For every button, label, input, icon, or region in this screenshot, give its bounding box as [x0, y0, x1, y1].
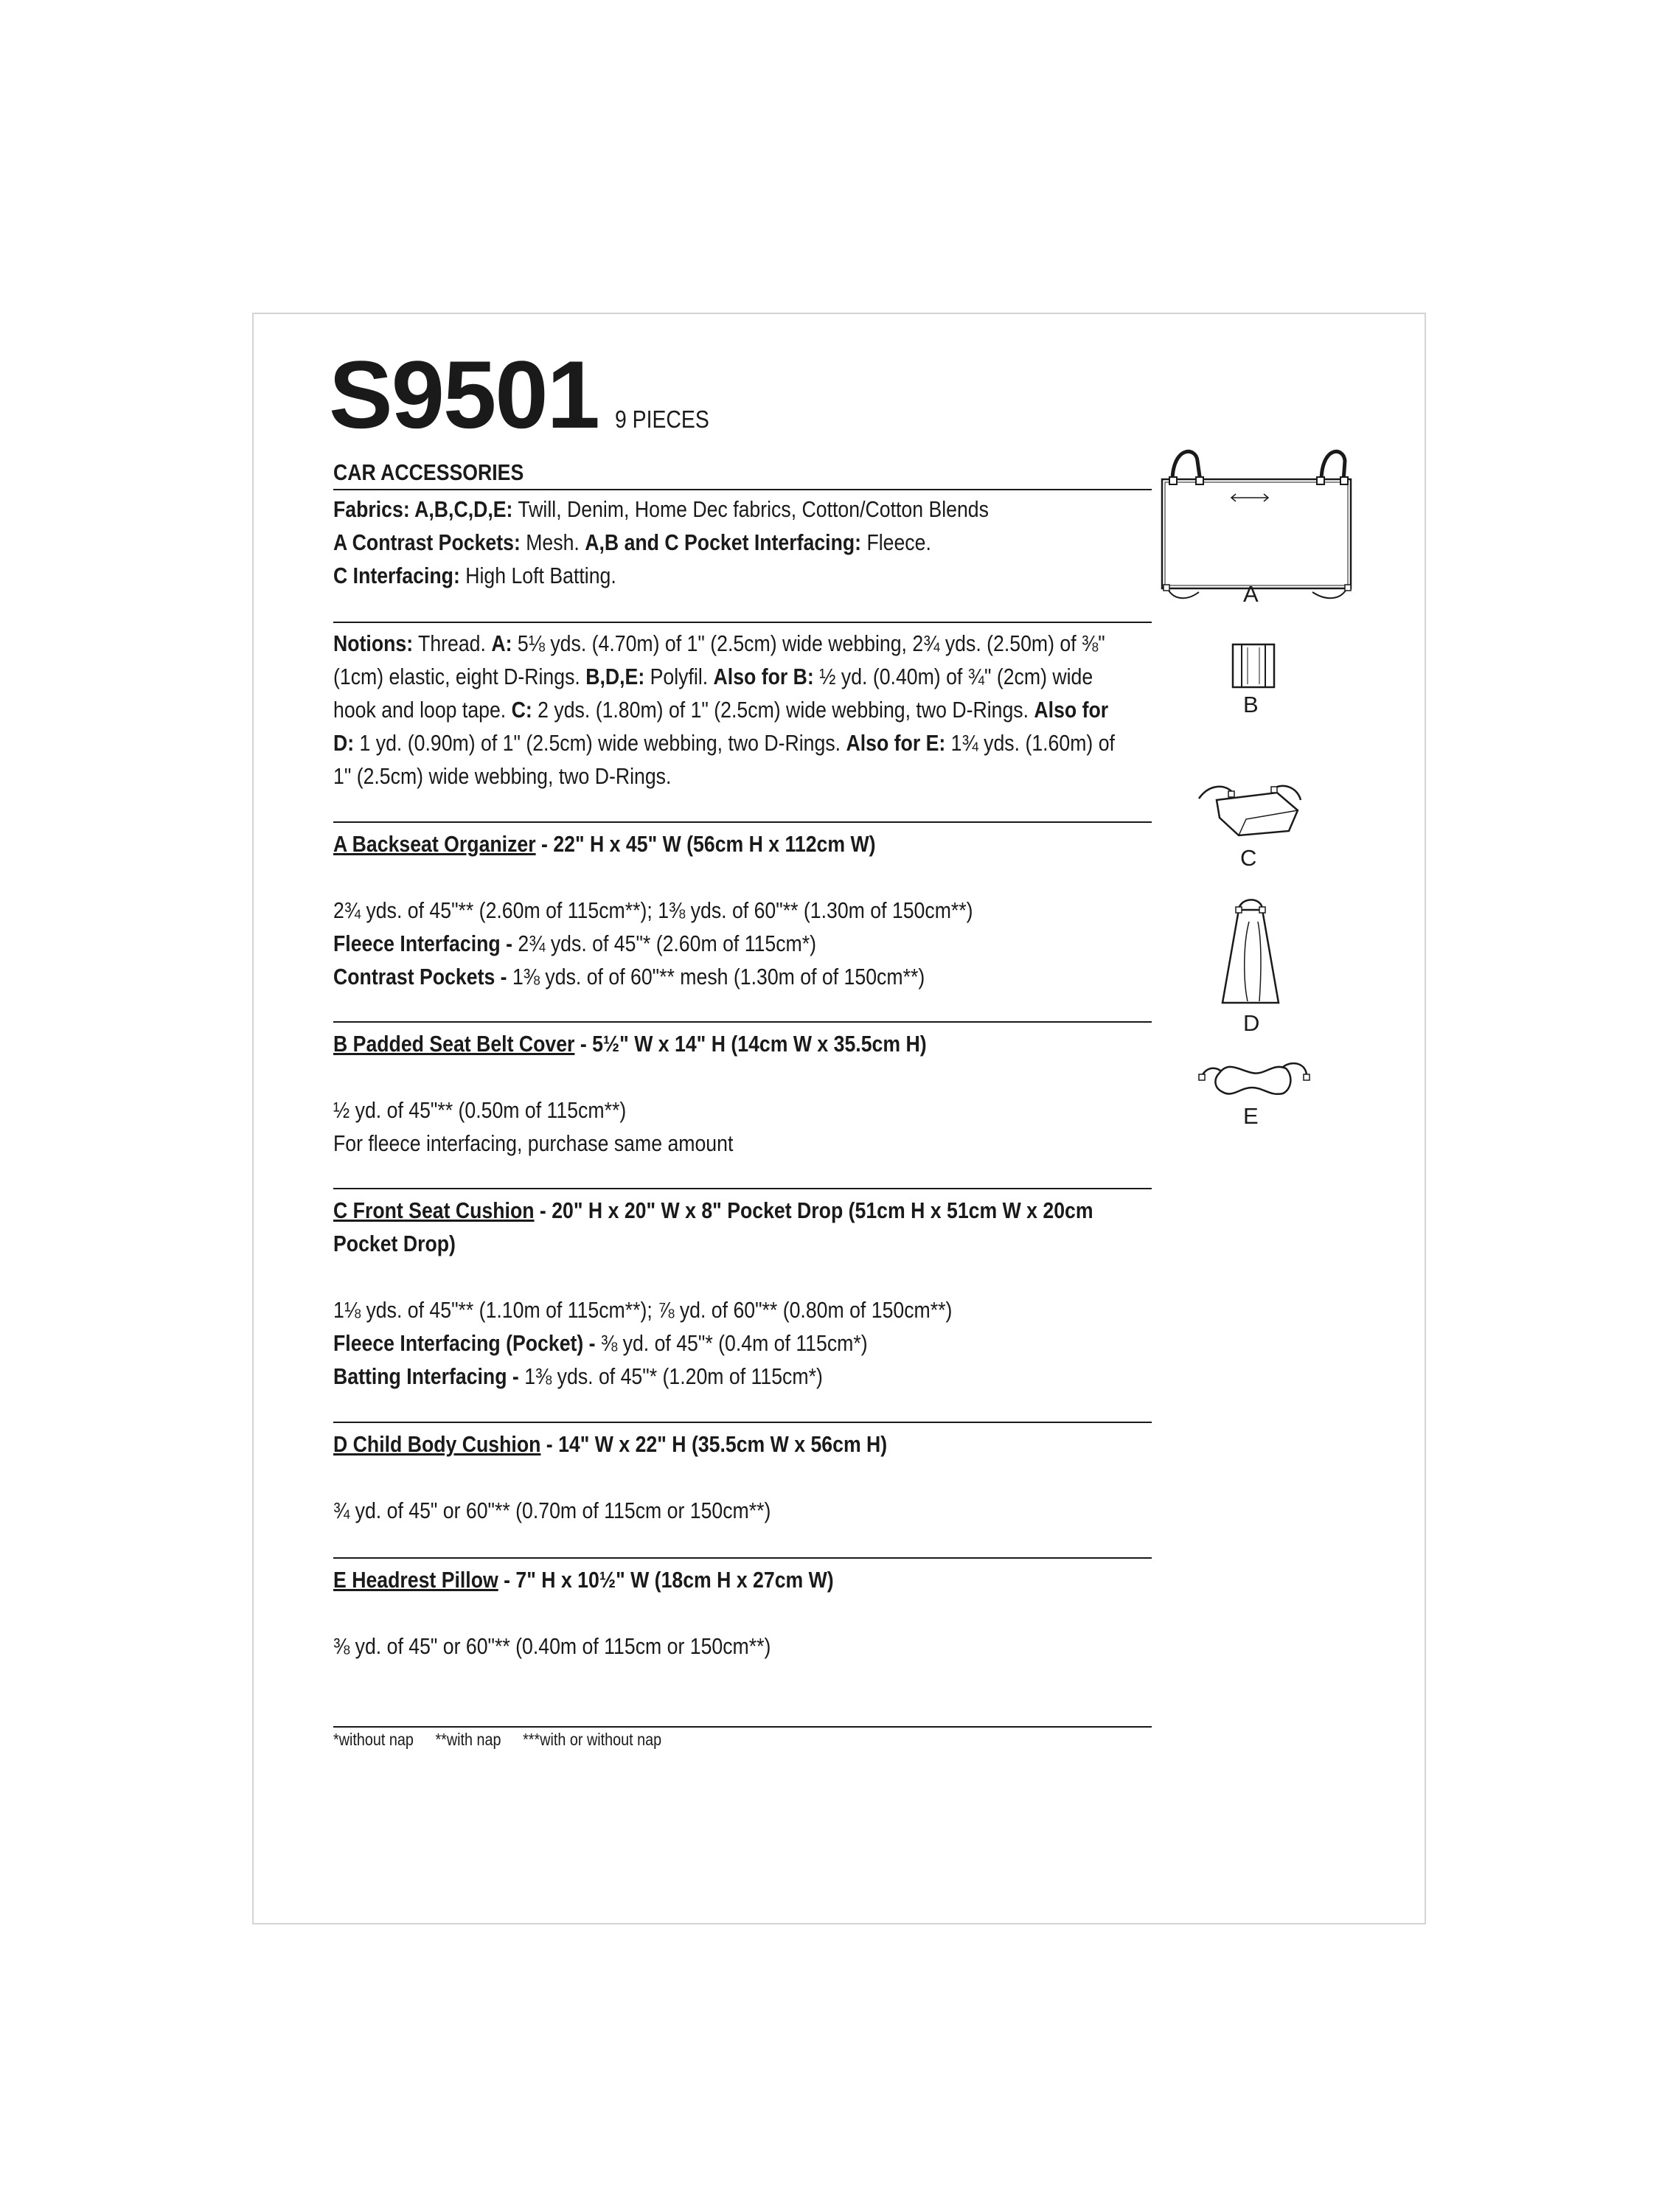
notions-text: 1" (2.5cm) wide webbing, two D-Rings. [333, 763, 672, 789]
notions-text: 1 yd. (0.90m) of 1" (2.5cm) wide webbing, two D-Rings. [354, 730, 846, 756]
figure-label-b: B [1243, 692, 1259, 717]
section-c-batting-text: 1⅜ yds. of 45"* (1.20m of 115cm*) [518, 1363, 823, 1389]
notions-text: ½ yd. (0.40m) of ¾" (2cm) wide [813, 664, 1093, 689]
footnote: **with nap [435, 1730, 501, 1749]
section-b-title: B Padded Seat Belt Cover [333, 1031, 575, 1057]
section-a-contrast-text: 1⅜ yds. of of 60"** mesh (1.30m of of 150cm**) [507, 964, 925, 990]
section-d-dims: - 14" W x 22" H (35.5cm W x 56cm H) [540, 1431, 888, 1457]
divider [333, 622, 1152, 623]
figure-label-a: A [1243, 581, 1259, 607]
notions-text: 5⅛ yds. (4.70m) of 1" (2.5cm) wide webbing, 2¾ yds. (2.50m) of ⅜" [512, 630, 1105, 656]
section-c-dims-cont: Pocket Drop) [333, 1231, 456, 1256]
notions-a-label: A: [491, 630, 512, 656]
divider [333, 1726, 1152, 1728]
pattern-number: S9501 [329, 341, 599, 448]
section-a-fleece-text: 2¾ yds. of 45"* (2.60m of 115cm*) [512, 931, 817, 956]
notions-also-e-label: Also for E: [846, 730, 946, 756]
section-c-fleece-label: Fleece Interfacing (Pocket) - [333, 1330, 596, 1356]
notions-d-label: D: [333, 730, 355, 756]
divider [333, 489, 1152, 490]
seat-belt-cover-illustration [1230, 641, 1279, 690]
section-b-note: For fleece interfacing, purchase same amount [333, 1130, 734, 1156]
contrast-pockets-text: Mesh. [520, 529, 585, 555]
notions-text: (1cm) elastic, eight D-Rings. [333, 664, 586, 689]
section-c-dims: - 20" H x 20" W x 8" Pocket Drop (51cm H x 51cm W x 20cm [534, 1197, 1093, 1223]
fabrics-text: Twill, Denim, Home Dec fabrics, Cotton/Cotton Blends [512, 496, 989, 522]
notions-text: 2 yds. (1.80m) of 1" (2.5cm) wide webbing, two D-Rings. [532, 697, 1034, 723]
child-body-cushion-illustration [1217, 892, 1290, 1010]
pocket-interfacing-text: Fleece. [861, 529, 931, 555]
notions-text: Thread. [413, 630, 492, 656]
notions-also-b-label: Also for B: [713, 664, 814, 689]
footnotes [333, 1730, 679, 1750]
section-a-contrast-label: Contrast Pockets - [333, 964, 507, 990]
pocket-interfacing-label: A,B and C Pocket Interfacing: [585, 529, 862, 555]
category-title: CAR ACCESSORIES [333, 459, 524, 485]
section-b [333, 1027, 1158, 1160]
divider [333, 821, 1152, 823]
footnote: ***with or without nap [523, 1730, 662, 1749]
category-block [333, 456, 1158, 489]
c-interfacing-text: High Loft Batting. [459, 563, 616, 588]
notions-text: hook and loop tape. [333, 697, 512, 723]
headrest-pillow-illustration [1196, 1051, 1314, 1102]
piece-count: 9 PIECES [615, 406, 709, 433]
c-interfacing-label: C Interfacing: [333, 563, 460, 588]
notions-c-label: C: [511, 697, 532, 723]
section-c [333, 1194, 1158, 1393]
section-e-yardage: ⅜ yd. of 45" or 60"** (0.40m of 115cm or 150cm**) [333, 1633, 771, 1659]
section-a-dims: - 22" H x 45" W (56cm H x 112cm W) [535, 831, 876, 857]
section-d [333, 1427, 1158, 1527]
figure-label-d: D [1243, 1010, 1260, 1036]
figure-label-c: C [1240, 845, 1257, 871]
section-c-yardage: 1⅛ yds. of 45"** (1.10m of 115cm**); ⅞ yd. of 60"** (0.80m of 150cm**) [333, 1297, 953, 1323]
front-seat-cushion-illustration [1194, 778, 1305, 844]
section-e-title: E Headrest Pillow [333, 1567, 498, 1593]
notions-also-d-label: Also for [1034, 697, 1109, 723]
section-e [333, 1563, 1158, 1663]
section-a [333, 827, 1158, 993]
section-e-dims: - 7" H x 10½" W (18cm H x 27cm W) [498, 1567, 834, 1593]
footnote: *without nap [333, 1730, 414, 1749]
section-b-yardage: ½ yd. of 45"** (0.50m of 115cm**) [333, 1097, 627, 1123]
figure-label-e: E [1243, 1103, 1259, 1129]
section-c-fleece-text: ⅜ yd. of 45"* (0.4m of 115cm*) [595, 1330, 868, 1356]
notions-label: Notions: [333, 630, 414, 656]
notions-block [333, 627, 1158, 793]
notions-text: Polyfil. [644, 664, 714, 689]
section-d-yardage: ¾ yd. of 45" or 60"** (0.70m of 115cm or 150cm**) [333, 1498, 771, 1523]
section-c-batting-label: Batting Interfacing - [333, 1363, 519, 1389]
section-a-yardage: 2¾ yds. of 45"** (2.60m of 115cm**); 1⅜ yds. of 60"** (1.30m of 150cm**) [333, 897, 973, 923]
notions-bde-label: B,D,E: [585, 664, 645, 689]
divider [333, 1021, 1152, 1023]
divider [333, 1422, 1152, 1423]
divider [333, 1188, 1152, 1189]
divider [333, 1557, 1152, 1559]
section-a-fleece-label: Fleece Interfacing - [333, 931, 512, 956]
section-a-title: A Backseat Organizer [333, 831, 536, 857]
notions-text: 1¾ yds. (1.60m) of [945, 730, 1115, 756]
section-d-title: D Child Body Cushion [333, 1431, 541, 1457]
fabrics-block [333, 493, 1158, 592]
fabrics-label: Fabrics: A,B,C,D,E: [333, 496, 513, 522]
contrast-pockets-label: A Contrast Pockets: [333, 529, 521, 555]
section-c-title: C Front Seat Cushion [333, 1197, 535, 1223]
section-b-dims: - 5½" W x 14" H (14cm W x 35.5cm H) [574, 1031, 927, 1057]
